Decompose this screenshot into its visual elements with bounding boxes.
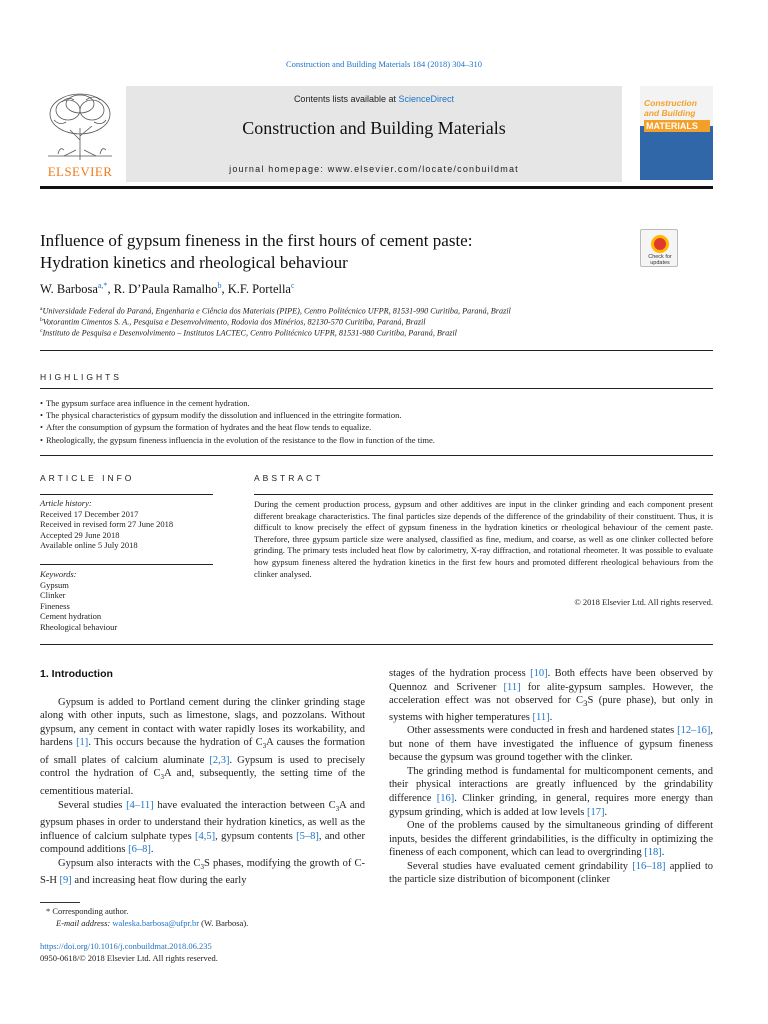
issn-copyright: 0950-0618/© 2018 Elsevier Ltd. All rights reserved.	[40, 952, 218, 963]
history-entry: Accepted 29 June 2018	[40, 529, 120, 540]
corresponding-author-footnote	[40, 906, 370, 929]
article-info-divider	[40, 494, 213, 495]
article-history	[40, 498, 215, 551]
abstract-heading: ABSTRACT	[254, 473, 324, 483]
body-paragraph: Several studies [4–11] have evaluated the interaction between $C_3A$ and gypsum phases in order to understand their hydration kinetics, as well as the influence of calcium sulphate types [4,5], gypsum contents [5–8], and other compound additions [6–8].	[40, 799, 366, 856]
highlight-item: • The gypsum surface area influence in the cement hydration.	[40, 397, 720, 409]
affiliation-text: Instituto de Pesquisa e Desenvolvimento – Institutos LACTEC, Centro Politécnico UFPR, 81531-980 Curitiba, Paraná, Brazil	[42, 328, 457, 338]
highlights-list	[40, 397, 720, 446]
body-paragraph: Several studies have evaluated cement grindability [16–18] applied to the particle size distribution of bicomponent (clinker	[389, 860, 713, 886]
affiliation-text: Votorantim Cimentos S. A., Pesquisa e Desenvolvimento, Rodovia dos Minérios, 82130-570 Curitiba, Paraná, Brazil	[42, 317, 426, 327]
body-right-column	[389, 667, 713, 887]
keyword: Rheological behaviour	[40, 621, 118, 632]
keywords-label: Keywords:	[40, 569, 77, 579]
corresponding-author-note: * Corresponding author.	[46, 906, 129, 916]
citation-link[interactable]: [5–8]	[296, 830, 319, 842]
highlight-item: • Rheologically, the gypsum fineness influencia in the evolution of the resistance to the flow in function of the time.	[40, 434, 720, 446]
keywords-divider	[40, 564, 213, 565]
cover-title: Construction and Building	[644, 98, 697, 118]
citation-link[interactable]: [4,5]	[195, 830, 216, 842]
history-entry: Available online 5 July 2018	[40, 540, 138, 550]
keywords	[40, 569, 215, 632]
journal-homepage[interactable]: journal homepage: www.elsevier.com/locate/conbuildmat	[229, 164, 519, 174]
affiliation-marker: b	[40, 317, 43, 323]
doi-link[interactable]: https://doi.org/10.1016/j.conbuildmat.2018.06.235	[40, 941, 212, 951]
citation-link[interactable]: [6–8]	[128, 844, 151, 856]
highlight-item: • The physical characteristics of gypsum modify the dissolution and influenced in the ettringite formation.	[40, 409, 720, 421]
affiliation-marker: c	[40, 328, 43, 334]
keyword: Gypsum	[40, 579, 69, 590]
cover-materials-label: MATERIALS	[644, 120, 710, 132]
history-entry: Received in revised form 27 June 2018	[40, 519, 174, 529]
affiliation-item	[40, 306, 720, 316]
citation-link[interactable]: [10]	[530, 668, 548, 679]
body-paragraph: The grinding method is fundamental for multicomponent cements, and their physical interactions are greatly influenced by the grindability difference [16]. Clinker grinding, in general, requires more energy than gypsum grinding, which is added at low levels [17].	[389, 765, 713, 818]
citation-link[interactable]: [16–18]	[632, 860, 666, 872]
citation-link[interactable]: [4–11]	[126, 799, 154, 811]
abstract-copyright: © 2018 Elsevier Ltd. All rights reserved.	[574, 597, 713, 607]
body-paragraph: Other assessments were conducted in fresh and hardened states [12–16], but none of them have investigated the influence of gypsum fineness because the gypsum was ground together with the clinker.	[389, 725, 713, 764]
keyword: Cement hydration	[40, 611, 102, 621]
abstract-text: During the cement production process, gypsum and other additives are input in the clinker grinding and each component present different breakage characteristics. The final particles size depends of the difference of the grindability of their constituent. Thus, it is difficult to know precisely the effect of gypsum fineness in the hydration kinetics or rheological behaviour of the cement paste. Therefore, three gypsum particle size were analysed, classified as fine, medium, and coarse, as well as one clinker collected before grinding. The primary tests included heat flow by calorimetry, X-ray diffraction, and rotational rheometer. It was possible to evaluate how gypsum fineness altered the hydration kinetics in the first few hours and promoted different rheological behaviours from the clinker analysed.	[254, 499, 713, 579]
abstract-divider	[254, 494, 713, 495]
journal-name: Construction and Building Materials	[242, 118, 506, 138]
article-info-heading: ARTICLE INFO	[40, 473, 135, 483]
front-matter-divider	[40, 644, 713, 645]
history-entry: Received 17 December 2017	[40, 508, 139, 519]
author-affiliation-marker[interactable]: c	[290, 281, 295, 290]
citation-link[interactable]: [11]	[532, 711, 550, 723]
check-for-updates-badge[interactable]	[640, 229, 678, 267]
citation-link[interactable]: [1]	[76, 737, 89, 749]
update-bookmark-icon	[651, 235, 669, 253]
author-name: K.F. Portella	[227, 282, 291, 297]
keyword: Clinker	[40, 590, 66, 600]
citation-link[interactable]: [9]	[59, 875, 72, 887]
affiliation-marker: a	[40, 306, 43, 312]
author-separator: ,	[107, 282, 114, 297]
author-name: W. Barbosa	[40, 282, 98, 297]
body-left-column	[40, 667, 365, 888]
highlight-item: • After the consumption of gypsum the formation of hydrates and the heat flow tends to equalize.	[40, 421, 720, 433]
highlights-bottom-divider	[40, 455, 713, 456]
elsevier-wordmark: ELSEVIER	[47, 164, 113, 179]
journal-reference-link[interactable]: Construction and Building Materials 184 (2018) 304–310	[286, 59, 482, 69]
author-affiliation-marker[interactable]: b	[217, 281, 222, 290]
author-name: R. D’Paula Ramalho	[113, 282, 218, 297]
affiliation-item	[40, 328, 720, 338]
check-for-updates-label: Check for updates	[648, 254, 672, 266]
citation-link[interactable]: [11]	[503, 681, 521, 693]
keyword: Fineness	[40, 600, 70, 611]
citation-link[interactable]: [2,3]	[209, 754, 230, 766]
affiliations-divider	[40, 350, 713, 351]
article-title-line-1: Influence of gypsum fineness in the first hours of cement paste:	[40, 231, 473, 250]
body-paragraph: Gypsum is added to Portland cement during the clinker grinding stage along with other inputs, such as limestone, slags, and pozzolans. Without gypsum, any cement in contact with water rapidly loses its workability, and hardens [1]. This occurs because the hydration of $C_3A$ causes the formation of small plates of calcium aluminate [2,3]. Gypsum is used to precisely control the hydration of $C_3A$ and, subsequently, the setting time of the cementitious material.	[40, 696, 366, 798]
author-affiliation-marker[interactable]: a,*	[97, 281, 108, 290]
citation-link[interactable]: [17]	[587, 806, 605, 818]
email-owner: (W. Barbosa).	[201, 917, 249, 928]
body-paragraph: Gypsum also interacts with the $C_3S$ phases, modifying the growth of C-S-H [9] and increasing heat flow during the early	[40, 857, 365, 887]
citation-link[interactable]: [18]	[644, 847, 662, 859]
section-heading-introduction: 1. Introduction	[40, 668, 113, 680]
contents-line	[126, 94, 622, 104]
highlights-divider	[40, 388, 713, 389]
article-title-line-2: Hydration kinetics and rheological behaviour	[40, 253, 348, 272]
journal-cover-image	[640, 86, 713, 180]
email-label: E-mail address:	[56, 917, 111, 928]
doi-block	[40, 941, 370, 964]
author-separator: ,	[221, 282, 228, 297]
article-title	[40, 230, 600, 274]
journal-header	[126, 86, 622, 182]
affiliation-text: Universidade Federal do Paraná, Engenharia e Ciência dos Materiais (PIPE), Centro Politécnico UFPR, 81531-990 Curitiba, Paraná, Brazil	[42, 306, 511, 316]
citation-link[interactable]: [16]	[436, 793, 455, 805]
citation-link[interactable]: [12–16]	[677, 725, 711, 737]
body-paragraph: One of the problems caused by the simultaneous grinding of different inputs, besides the different grindabilities, is the difficulty in optimizing the fineness of each component, which can lead to overgrinding [18].	[389, 820, 713, 859]
sciencedirect-link[interactable]: ScienceDirect	[398, 94, 455, 104]
author-email-link[interactable]: waleska.barbosa@ufpr.br	[112, 917, 200, 928]
author-list	[40, 281, 720, 297]
contents-prefix: Contents lists available at	[293, 94, 396, 104]
highlights-heading: HIGHLIGHTS	[40, 372, 122, 382]
article-history-label: Article history:	[40, 498, 92, 508]
body-paragraph-continued: stages of the hydration process [10]. Both effects have been observed by Quennoz and Scrivener [11] for alite-gypsum samples. However, the acceleration effect was not observed for $C_3S$ (pure phase), but only in systems with higher temperatures [11].	[389, 668, 714, 723]
footnote-divider	[40, 902, 80, 903]
affiliation-item	[40, 317, 720, 327]
header-divider	[40, 186, 713, 189]
